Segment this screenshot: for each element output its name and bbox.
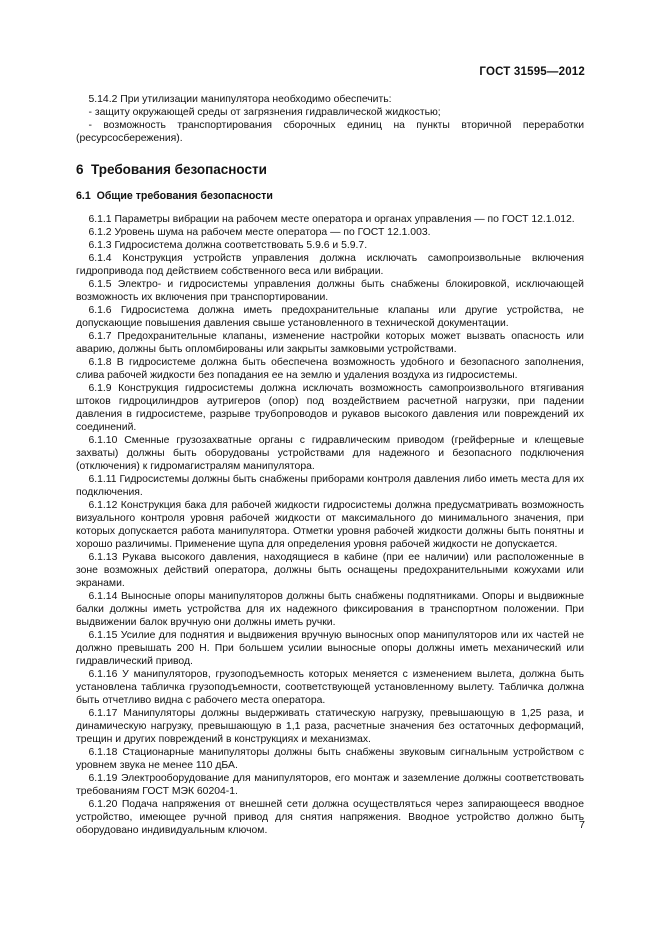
clause: 6.1.15 Усилие для поднятия и выдвижения вручную выносных опор манипуляторов или их частей не должно превышать 200 Н. При большем усилии выносные опоры должны иметь механический или гидравлический привод. (76, 630, 584, 667)
clause: 6.1.20 Подача напряжения от внешней сети должна осуществляться через запирающееся вводное устройство, имеющее ручной привод для снятия напряжения. Вводное устройство должно быть оборудовано индивидуальным ключом. (76, 799, 584, 836)
paragraph-list-item-2: - возможность транспортирования сборочных единиц на пункты вторичной переработки (ресурсосбережения). (76, 120, 584, 144)
clause: 6.1.8 В гидросистеме должна быть обеспечена возможность удобного и безопасного заполнения, слива рабочей жидкости без попадания ее на землю и удаления воздуха из гидросистемы. (76, 357, 584, 381)
subsection-heading (76, 190, 584, 203)
clause: 6.1.14 Выносные опоры манипуляторов должны быть снабжены подпятниками. Опоры и выдвижные балки должны иметь устройства для их надежного фиксирования в транспортном положении. При выдвижении балок вручную они должны иметь ручки. (76, 591, 584, 628)
page-content (76, 93, 584, 837)
clause: 6.1.18 Стационарные манипуляторы должны быть снабжены звуковым сигнальным устройством с уровнем звука не менее 110 дБА. (76, 747, 584, 771)
clause: 6.1.9 Конструкция гидросистемы должна исключать возможность самопроизвольного втягивания штоков гидроцилиндров аутригеров (опор) под воздействием расчетной нагрузки, при падении давления в гидросистеме, разрыве трубопроводов и рукавов высокого давления или повреждений их соединений. (76, 383, 584, 433)
clause: 6.1.3 Гидросистема должна соответствовать 5.9.6 и 5.9.7. (88, 240, 368, 251)
paragraph-list-item-1: - защиту окружающей среды от загрязнения гидравлической жидкостью; (88, 107, 441, 118)
section-number: 6 (76, 162, 84, 177)
subsection-number: 6.1 (76, 190, 91, 202)
clause-list (76, 213, 584, 837)
section-heading (76, 163, 584, 176)
clause: 6.1.7 Предохранительные клапаны, изменение настройки которых может вызвать опасность или аварию, должны быть опломбированы или закрыты замковыми устройствами. (76, 331, 584, 355)
paragraph-5-14-2: 5.14.2 При утилизации манипулятора необходимо обеспечить: (88, 94, 392, 105)
section-title: Требования безопасности (91, 162, 267, 177)
clause: 6.1.1 Параметры вибрации на рабочем месте оператора и органах управления — по ГОСТ 12.1.012. (88, 214, 575, 225)
subsection-title: Общие требования безопасности (96, 190, 273, 202)
clause: 6.1.11 Гидросистемы должны быть снабжены приборами контроля давления либо иметь места для их подключения. (76, 474, 584, 498)
document-id: ГОСТ 31595—2012 (479, 66, 585, 78)
clause: 6.1.17 Манипуляторы должны выдерживать статическую нагрузку, превышающую в 1,25 раза, и динамическую нагрузку, превышающую в 1,1 раза, расчетные значения без остаточных деформаций, трещин и других повреждений в конструкциях и механизмах. (76, 708, 584, 745)
clause: 6.1.19 Электрооборудование для манипуляторов, его монтаж и заземление должны соответствовать требованиям ГОСТ МЭК 60204-1. (76, 773, 584, 797)
clause: 6.1.6 Гидросистема должна иметь предохранительные клапаны или другие устройства, не допускающие повышения давления свыше установленного в технической документации. (76, 305, 584, 329)
clause: 6.1.13 Рукава высокого давления, находящиеся в кабине (при ее наличии) или расположенные в зоне возможных действий оператора, должны быть оснащены предохранительными кожухами или экранами. (76, 552, 584, 589)
clause: 6.1.5 Электро- и гидросистемы управления должны быть снабжены блокировкой, исключающей возможность их включения при транспортировании. (76, 279, 584, 303)
clause: 6.1.2 Уровень шума на рабочем месте оператора — по ГОСТ 12.1.003. (88, 227, 431, 238)
clause: 6.1.4 Конструкция устройств управления должна исключать самопроизвольные включения гидропривода под действием собственного веса или вибрации. (76, 253, 584, 277)
clause: 6.1.16 У манипуляторов, грузоподъемность которых меняется с изменением вылета, должна быть установлена табличка грузоподъемности, соответствующей установленному вылету. Табличка должна быть отчетливо видна с рабочего места оператора. (76, 669, 584, 706)
clause: 6.1.10 Сменные грузозахватные органы с гидравлическим приводом (грейферные и клещевые захваты) должны быть оборудованы устройствами для надежного и безопасного подключения (отключения) к гидромагистралям манипулятора. (76, 435, 584, 472)
page-number: 7 (579, 819, 585, 831)
clause: 6.1.12 Конструкция бака для рабочей жидкости гидросистемы должна предусматривать возможность визуального контроля уровня рабочей жидкости от максимального до минимального значения, при которых допускается работа манипулятора. Отметки уровня рабочей жидкости должны быть понятны и хорошо различимы. Применение щупа для определения уровня рабочей жидкости не допускается. (76, 500, 584, 550)
